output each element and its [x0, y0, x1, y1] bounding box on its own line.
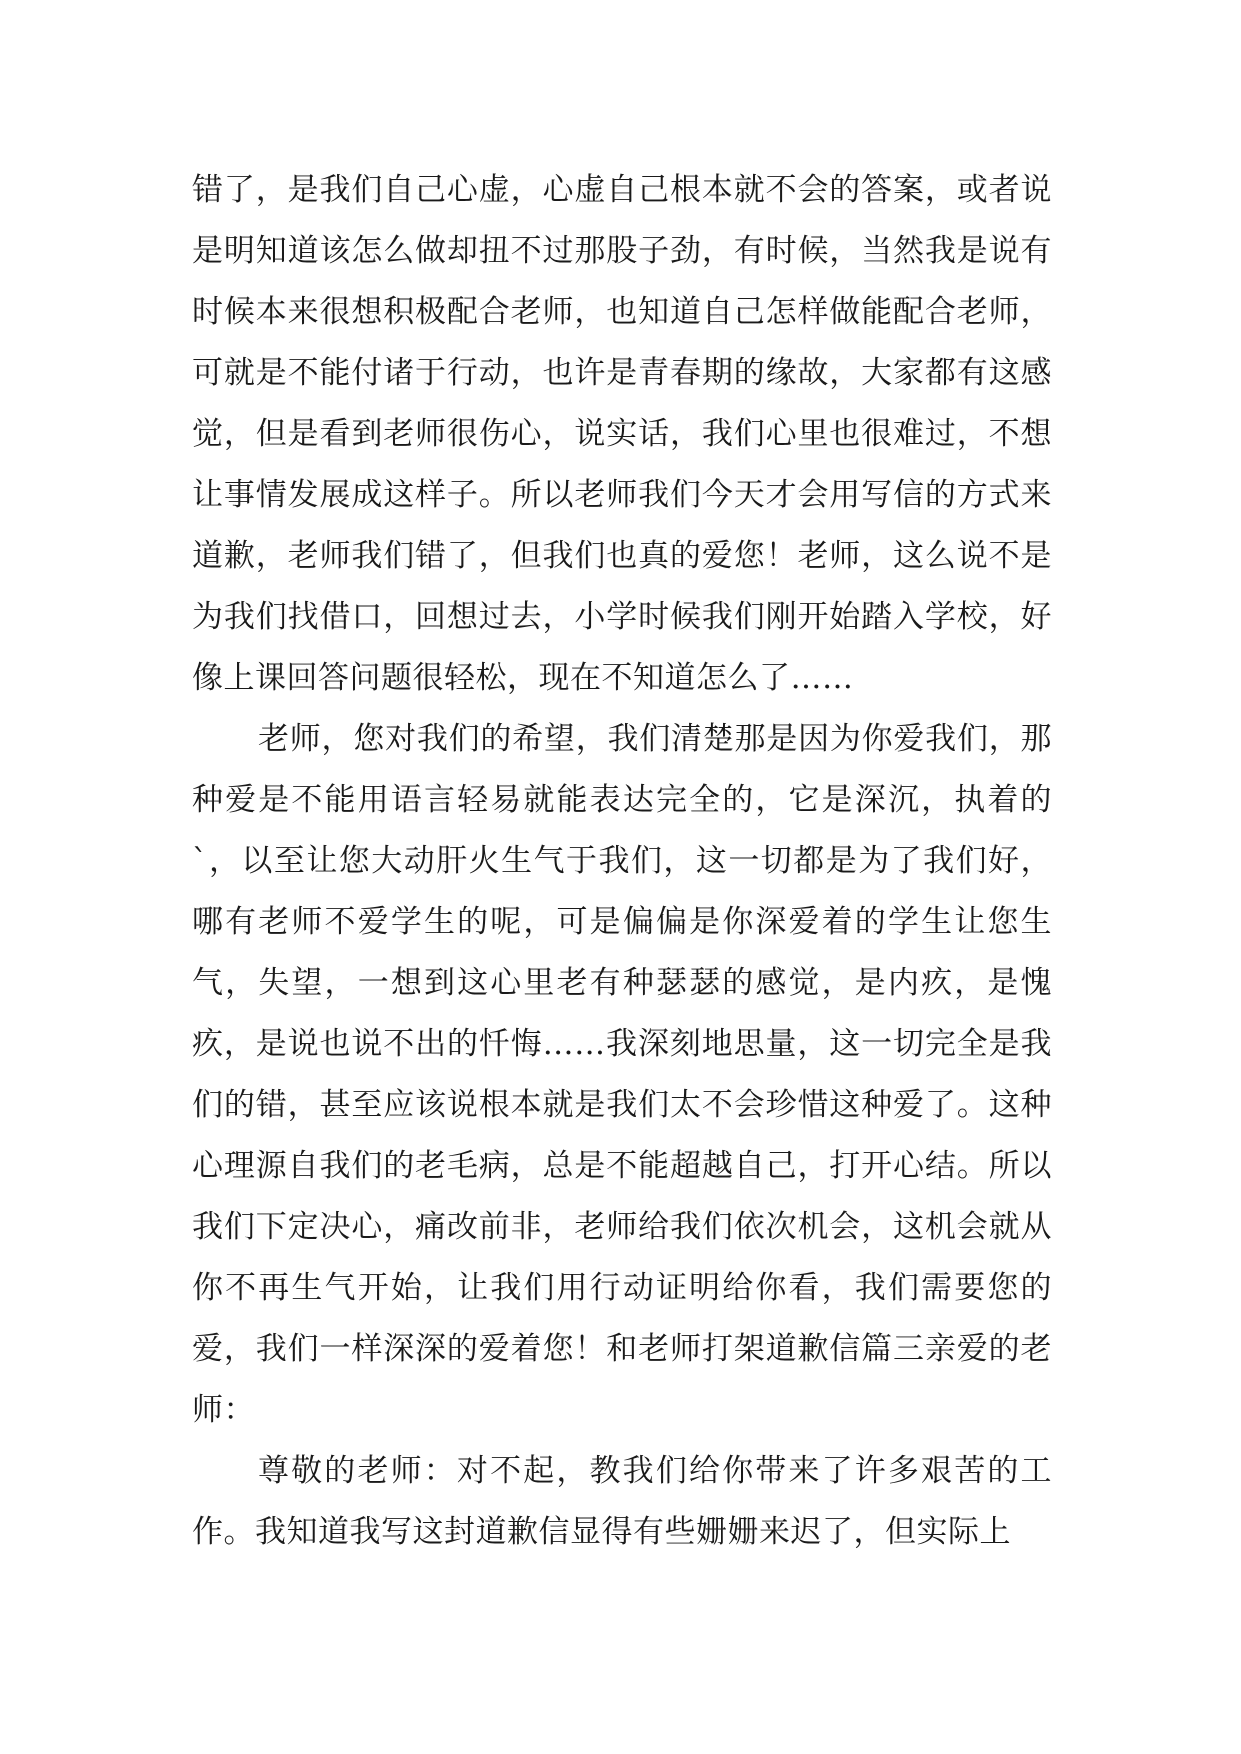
paragraph-1: 错了，是我们自己心虚，心虚自己根本就不会的答案，或者说是明知道该怎么做却扭不过那股子劲，有时候，当然我是说有时候本来很想积极配合老师，也知道自己怎样做能配合老师，可就是不能付诸于行动，也许是青春期的缘故，大家都有这感觉，但是看到老师很伤心，说实话，我们心里也很难过，不想让事情发展成这样子。所以老师我们今天才会用写信的方式来道歉，老师我们错了，但我们也真的爱您！老师，这么说不是为我们找借口，回想过去，小学时候我们刚开始踏入学校，好像上课回答问题很轻松，现在不知道怎么了……: [192, 172, 1052, 696]
paragraph-3: 尊敬的老师：对不起，教我们给你带来了许多艰苦的工作。我知道我写这封道歉信显得有些姗姗来迟了，但实际上: [192, 1453, 1052, 1550]
paragraph-2: 老师，您对我们的希望，我们清楚那是因为你爱我们，那种爱是不能用语言轻易就能表达完全的，它是深沉，执着的`，以至让您大动肝火生气于我们，这一切都是为了我们好，哪有老师不爱学生的呢，可是偏偏是你深爱着的学生让您生气，失望，一想到这心里老有种瑟瑟的感觉，是内疚，是愧疚，是说也说不出的忏悔……我深刻地思量，这一切完全是我们的错，甚至应该说根本就是我们太不会珍惜这种爱了。这种心理源自我们的老毛病，总是不能超越自己，打开心结。所以我们下定决心，痛改前非，老师给我们依次机会，这机会就从你不再生气开始，让我们用行动证明给你看，我们需要您的爱，我们一样深深的爱着您！和老师打架道歉信篇三亲爱的老师：: [192, 721, 1052, 1428]
document-body: [192, 160, 1052, 1563]
